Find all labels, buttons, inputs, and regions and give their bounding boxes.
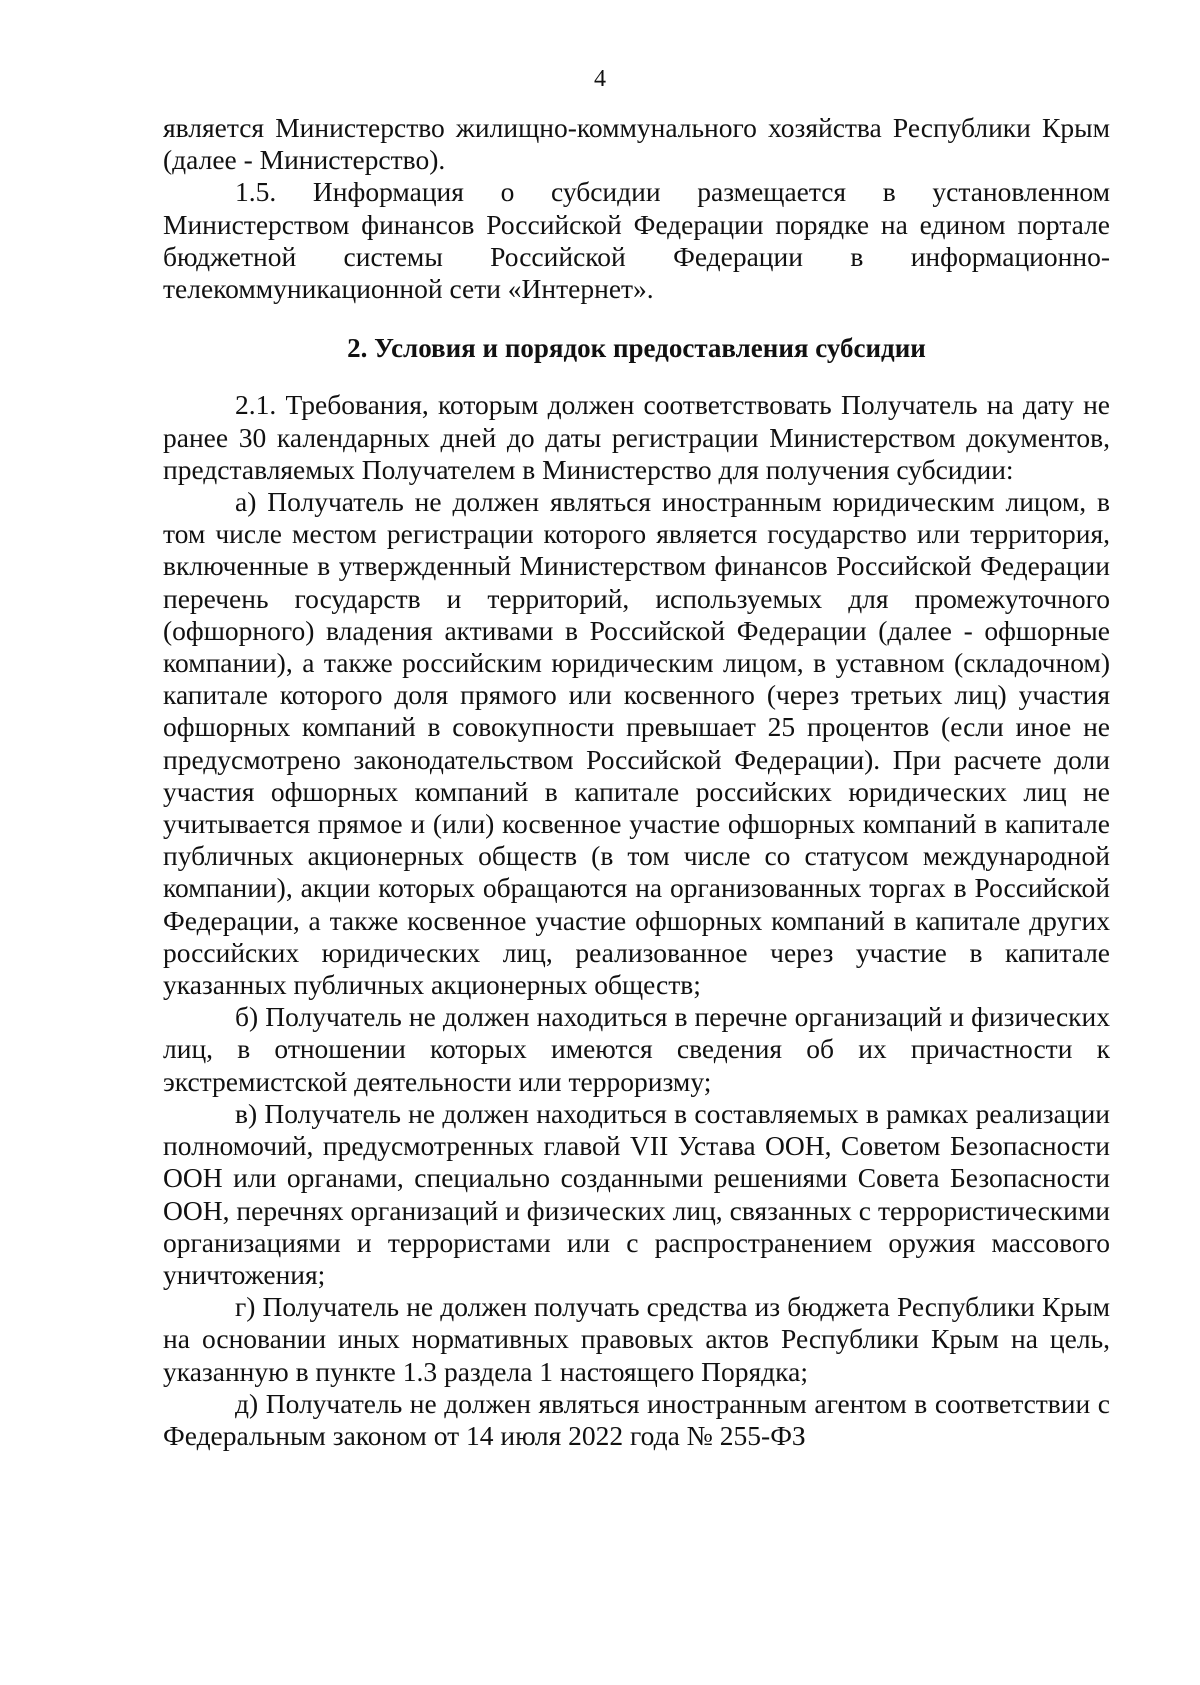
document-body <box>163 112 1110 1452</box>
page-number: 4 <box>594 66 606 92</box>
paragraph-2-1: 2.1. Требования, которым должен соответствовать Получатель на дату не ранее 30 календарных дней до даты регистрации Министерством документов, представляемых Получателем в Министерство для получения субсидии: <box>163 389 1110 485</box>
paragraph-g: г) Получатель не должен получать средства из бюджета Республики Крым на основании иных нормативных правовых актов Республики Крым на цель, указанную в пункте 1.3 раздела 1 настоящего Порядка; <box>163 1291 1110 1387</box>
paragraph-v: в) Получатель не должен находиться в составляемых в рамках реализации полномочий, предусмотренных главой VII Устава ООН, Советом Безопасности ООН или органами, специально созданными решениями Совета Безопасности ООН, перечнях организаций и физических лиц, связанных с террористическими организациями и террористами или с распространением оружия массового уничтожения; <box>163 1097 1110 1290</box>
paragraph-d: д) Получатель не должен являться иностранным агентом в соответствии с Федеральным законом от 14 июля 2022 года № 255-ФЗ <box>163 1387 1110 1451</box>
section-title: 2. Условия и порядок предоставления субсидии <box>347 333 926 364</box>
paragraph-ministry: является Министерство жилищно-коммунального хозяйства Республики Крым (далее - Министерство). <box>163 112 1110 176</box>
paragraph-1-5: 1.5. Информация о субсидии размещается в установленном Министерством финансов Российской Федерации порядке на едином портале бюджетной системы Российской Федерации в информационно-телекоммуникационной сети «Интернет». <box>163 176 1110 305</box>
paragraph-b: б) Получатель не должен находиться в перечне организаций и физических лиц, в отношении которых имеются сведения об их причастности к экстремистской деятельности или терроризму; <box>163 1001 1110 1097</box>
paragraph-a: а) Получатель не должен являться иностранным юридическим лицом, в том числе местом регистрации которого является государство или территория, включенные в утвержденный Министерством финансов Российской Федерации перечень государств и территорий, используемых для промежуточного (офшорного) владения активами в Российской Федерации (далее - офшорные компании), а также российским юридическим лицом, в уставном (складочном) капитале которого доля прямого или косвенного (через третьих лиц) участия офшорных компаний в совокупности превышает 25 процентов (если иное не предусмотрено законодательством Российской Федерации). При расчете доли участия офшорных компаний в капитале российских юридических лиц не учитывается прямое и (или) косвенное участие офшорных компаний в капитале публичных акционерных обществ (в том числе со статусом международной компании), акции которых обращаются на организованных торгах в Российской Федерации, а также косвенное участие офшорных компаний в капитале других российских юридических лиц, реализованное через участие в капитале указанных публичных акционерных обществ; <box>163 486 1110 1001</box>
